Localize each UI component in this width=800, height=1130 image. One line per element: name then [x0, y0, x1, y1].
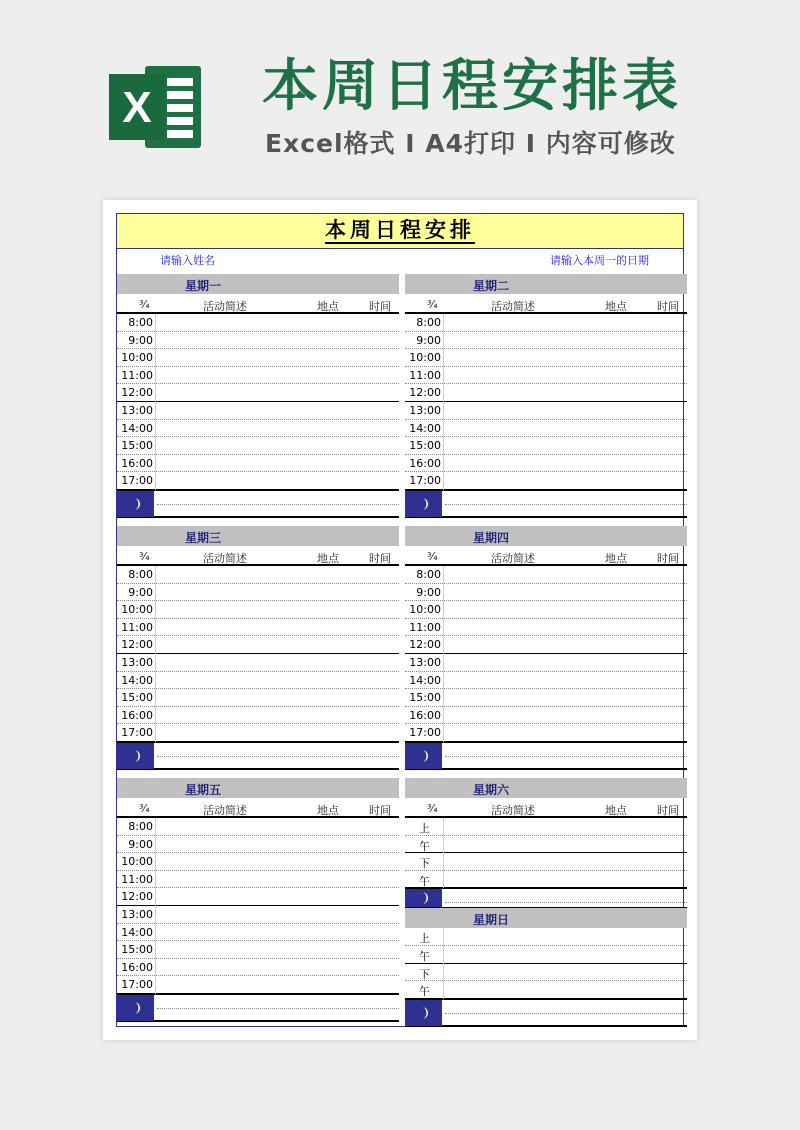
time-slot-row[interactable]: [117, 566, 399, 584]
half-day-row[interactable]: [405, 946, 687, 964]
time-slot-row[interactable]: [117, 924, 399, 942]
half-day-row[interactable]: [405, 964, 687, 982]
moon-icon: [417, 1006, 431, 1020]
half-day-row[interactable]: [405, 981, 687, 999]
time-label: 9:00: [416, 585, 441, 599]
moon-icon: [129, 749, 143, 763]
column-header: [405, 798, 687, 818]
time-slot-row[interactable]: [117, 472, 399, 490]
time-slot-row[interactable]: [405, 402, 687, 420]
time-slot-row[interactable]: [405, 636, 687, 654]
time-slot-row[interactable]: [117, 853, 399, 871]
half-day-row[interactable]: [405, 818, 687, 836]
date-input[interactable]: 请输入本周一的日期: [550, 254, 649, 267]
day-block-fri: [117, 778, 399, 1022]
day-name: 星期三: [185, 531, 222, 545]
time-label: 10:00: [409, 603, 441, 617]
column-time: 时间: [369, 552, 391, 565]
column-header: [405, 546, 687, 566]
time-label: 17:00: [409, 474, 441, 488]
day-block-tue: [405, 274, 687, 518]
time-slot-row[interactable]: [117, 314, 399, 332]
day-header: [405, 274, 687, 294]
time-label: 11:00: [121, 620, 153, 634]
sheet-title: 本周日程安排: [325, 218, 475, 242]
day-header: [117, 778, 399, 798]
column-symbol: ¾: [427, 802, 438, 815]
time-label: 11:00: [409, 620, 441, 634]
time-slot-row[interactable]: [117, 420, 399, 438]
evening-row[interactable]: [405, 888, 687, 908]
day-name: 星期五: [185, 783, 222, 797]
half-day-label: 下: [419, 857, 430, 871]
time-label: 10:00: [121, 603, 153, 617]
column-header: [117, 546, 399, 566]
time-label: 12:00: [121, 890, 153, 904]
time-slot-row[interactable]: [117, 906, 399, 924]
column-symbol: ¾: [427, 550, 438, 563]
time-label: 12:00: [409, 638, 441, 652]
time-label: 15:00: [409, 439, 441, 453]
time-label: 10:00: [121, 855, 153, 869]
time-label: 16:00: [121, 456, 153, 470]
time-label: 10:00: [409, 351, 441, 365]
half-day-row[interactable]: [405, 871, 687, 889]
time-slot-row[interactable]: [117, 437, 399, 455]
day-name: 星期六: [473, 783, 510, 797]
time-label: 13:00: [121, 403, 153, 417]
time-slot-row[interactable]: [405, 349, 687, 367]
day-name: 星期一: [185, 279, 222, 293]
time-slot-row[interactable]: [405, 314, 687, 332]
moon-icon: [417, 749, 431, 763]
time-slot-row[interactable]: [117, 707, 399, 725]
day-header: [405, 908, 687, 928]
time-label: 8:00: [416, 568, 441, 581]
time-label: 16:00: [409, 708, 441, 722]
evening-row[interactable]: [405, 742, 687, 770]
time-label: 9:00: [128, 837, 153, 851]
excel-logo-icon: [105, 58, 205, 156]
time-slot-row[interactable]: [117, 836, 399, 854]
half-day-label: 上: [419, 932, 430, 946]
page-subtitle: Excel格式 I A4打印 I 内容可修改: [265, 129, 676, 158]
column-time: 时间: [657, 300, 679, 313]
moon-icon: [417, 497, 431, 511]
column-place: 地点: [605, 300, 627, 313]
day-name: 星期四: [473, 531, 510, 545]
moon-icon: [129, 1001, 143, 1015]
time-slot-row[interactable]: [405, 707, 687, 725]
time-label: 12:00: [409, 386, 441, 400]
half-day-label: 午: [419, 985, 430, 999]
column-description: 活动简述: [203, 804, 247, 817]
moon-icon: [417, 891, 431, 905]
time-label: 16:00: [121, 960, 153, 974]
column-time: 时间: [657, 552, 679, 565]
time-label: 9:00: [128, 585, 153, 599]
time-slot-row[interactable]: [117, 959, 399, 977]
column-header: [117, 798, 399, 818]
half-day-label: 下: [419, 967, 430, 981]
time-label: 15:00: [409, 691, 441, 705]
evening-cell: [405, 1000, 442, 1026]
time-label: 15:00: [121, 691, 153, 705]
time-slot-row[interactable]: [117, 818, 399, 836]
half-day-label: 午: [419, 949, 430, 963]
day-block-mon: [117, 274, 399, 518]
column-header: [117, 294, 399, 314]
column-place: 地点: [317, 804, 339, 817]
time-slot-row[interactable]: [405, 672, 687, 690]
evening-cell: [405, 743, 442, 769]
time-label: 17:00: [121, 726, 153, 740]
time-label: 8:00: [128, 568, 153, 581]
time-slot-row[interactable]: [405, 472, 687, 490]
evening-cell: [405, 491, 442, 517]
column-header: [405, 294, 687, 314]
time-label: 9:00: [128, 333, 153, 347]
time-label: 14:00: [121, 421, 153, 435]
column-description: 活动简述: [203, 300, 247, 313]
column-symbol: ¾: [139, 802, 150, 815]
time-slot-row[interactable]: [117, 367, 399, 385]
column-place: 地点: [317, 300, 339, 313]
column-symbol: ¾: [139, 550, 150, 563]
name-input[interactable]: 请输入姓名: [160, 254, 215, 267]
time-slot-row[interactable]: [405, 584, 687, 602]
page-header: [0, 0, 800, 200]
column-place: 地点: [605, 552, 627, 565]
column-time: 时间: [369, 300, 391, 313]
time-slot-row[interactable]: [405, 601, 687, 619]
day-header: [117, 526, 399, 546]
time-slot-row[interactable]: [117, 672, 399, 690]
time-label: 17:00: [409, 726, 441, 740]
time-label: 11:00: [409, 368, 441, 382]
evening-cell: [117, 491, 154, 517]
time-slot-row[interactable]: [405, 724, 687, 742]
column-description: 活动简述: [491, 804, 535, 817]
time-slot-row[interactable]: [117, 888, 399, 906]
day-header: [405, 526, 687, 546]
time-label: 8:00: [128, 316, 153, 329]
time-slot-row[interactable]: [117, 976, 399, 994]
time-slot-row[interactable]: [117, 332, 399, 350]
time-label: 16:00: [409, 456, 441, 470]
time-slot-row[interactable]: [117, 871, 399, 889]
time-label: 14:00: [121, 673, 153, 687]
evening-row[interactable]: [117, 742, 399, 770]
column-description: 活动简述: [491, 552, 535, 565]
time-slot-row[interactable]: [117, 349, 399, 367]
evening-cell: [117, 743, 154, 769]
schedule-frame: [116, 213, 684, 1027]
time-label: 14:00: [121, 925, 153, 939]
evening-row[interactable]: [117, 490, 399, 518]
time-slot-row[interactable]: [117, 654, 399, 672]
time-label: 13:00: [409, 655, 441, 669]
time-slot-row[interactable]: [405, 566, 687, 584]
column-description: 活动简述: [491, 300, 535, 313]
time-slot-row[interactable]: [117, 941, 399, 959]
time-label: 17:00: [121, 978, 153, 992]
day-name: 星期日: [473, 913, 510, 928]
half-day-row[interactable]: [405, 853, 687, 871]
time-label: 15:00: [121, 439, 153, 453]
time-label: 11:00: [121, 368, 153, 382]
column-symbol: ¾: [139, 298, 150, 311]
time-label: 17:00: [121, 474, 153, 488]
column-time: 时间: [657, 804, 679, 817]
time-label: 11:00: [121, 872, 153, 886]
half-day-label: 午: [419, 839, 430, 853]
time-label: 13:00: [121, 907, 153, 921]
time-label: 14:00: [409, 673, 441, 687]
time-slot-row[interactable]: [405, 437, 687, 455]
time-slot-row[interactable]: [405, 367, 687, 385]
column-symbol: ¾: [427, 298, 438, 311]
time-label: 15:00: [121, 943, 153, 957]
time-slot-row[interactable]: [405, 420, 687, 438]
schedule-sheet: [103, 200, 697, 1040]
time-slot-row[interactable]: [117, 402, 399, 420]
svg-text:X: X: [122, 83, 152, 132]
time-label: 13:00: [121, 655, 153, 669]
moon-icon: [129, 497, 143, 511]
time-label: 13:00: [409, 403, 441, 417]
evening-row[interactable]: [405, 490, 687, 518]
half-day-label: 午: [419, 874, 430, 888]
day-name: 星期二: [473, 279, 510, 293]
time-slot-row[interactable]: [405, 619, 687, 637]
time-slot-row[interactable]: [405, 455, 687, 473]
column-place: 地点: [605, 804, 627, 817]
time-label: 16:00: [121, 708, 153, 722]
day-block-weekend: [405, 778, 687, 1027]
time-slot-row[interactable]: [117, 455, 399, 473]
time-label: 9:00: [416, 333, 441, 347]
half-day-row[interactable]: [405, 836, 687, 854]
time-label: 8:00: [128, 820, 153, 833]
evening-cell: [117, 995, 154, 1021]
day-header: [405, 778, 687, 798]
time-label: 14:00: [409, 421, 441, 435]
time-slot-row[interactable]: [117, 724, 399, 742]
time-slot-row[interactable]: [405, 689, 687, 707]
time-slot-row[interactable]: [117, 619, 399, 637]
time-slot-row[interactable]: [405, 384, 687, 402]
day-block-wed: [117, 526, 399, 770]
column-time: 时间: [369, 804, 391, 817]
time-slot-row[interactable]: [117, 636, 399, 654]
time-slot-row[interactable]: [117, 689, 399, 707]
sheet-title-bar: [117, 214, 683, 249]
column-place: 地点: [317, 552, 339, 565]
day-header: [117, 274, 399, 294]
time-label: 8:00: [416, 316, 441, 329]
time-label: 12:00: [121, 386, 153, 400]
time-label: 12:00: [121, 638, 153, 652]
half-day-label: 上: [419, 822, 430, 835]
time-slot-row[interactable]: [405, 332, 687, 350]
evening-row[interactable]: [405, 999, 687, 1027]
day-block-thu: [405, 526, 687, 770]
time-slot-row[interactable]: [405, 654, 687, 672]
page-title: 本周日程安排表: [262, 54, 682, 119]
time-slot-row[interactable]: [117, 584, 399, 602]
time-label: 10:00: [121, 351, 153, 365]
half-day-row[interactable]: [405, 928, 687, 946]
evening-row[interactable]: [117, 994, 399, 1022]
evening-cell: [405, 889, 442, 907]
time-slot-row[interactable]: [117, 601, 399, 619]
column-description: 活动简述: [203, 552, 247, 565]
time-slot-row[interactable]: [117, 384, 399, 402]
